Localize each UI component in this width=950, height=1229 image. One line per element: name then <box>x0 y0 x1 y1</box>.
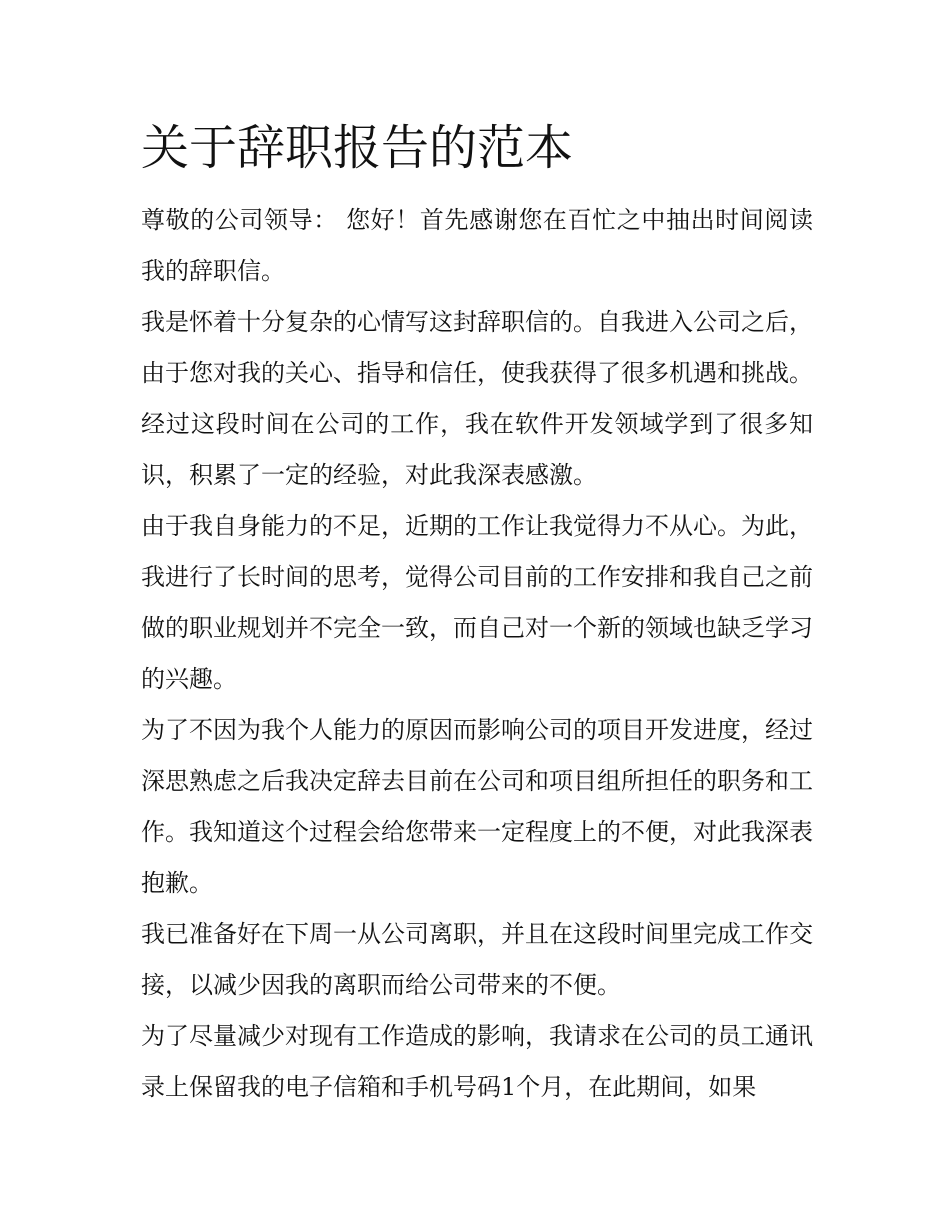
paragraph-contact-request: 为了尽量减少对现有工作造成的影响，我请求在公司的员工通讯录上保留我的电子信箱和手机号码1个月，在此期间，如果 <box>141 1022 813 1101</box>
document-title: 关于辞职报告的范本 <box>141 120 574 176</box>
document-content <box>141 117 813 1113</box>
paragraph-gratitude: 我是怀着十分复杂的心情写这封辞职信的。自我进入公司之后，由于您对我的关心、指导和信任，使我获得了很多机遇和挑战。经过这段时间在公司的工作，我在软件开发领域学到了很多知识，积累了一定的经验，对此我深表感激。 <box>141 308 813 489</box>
paragraph-handover: 我已准备好在下周一从公司离职，并且在这段时间里完成工作交接，以减少因我的离职而给公司带来的不便。 <box>141 920 813 999</box>
document-body <box>141 195 813 1113</box>
paragraph-decision: 为了不因为我个人能力的原因而影响公司的项目开发进度，经过深思熟虑之后我决定辞去目前在公司和项目组所担任的职务和工作。我知道这个过程会给您带来一定程度上的不便，对此我深表抱歉。 <box>141 716 813 897</box>
paragraph-reason: 由于我自身能力的不足，近期的工作让我觉得力不从心。为此，我进行了长时间的思考，觉得公司目前的工作安排和我自己之前做的职业规划并不完全一致，而自己对一个新的领域也缺乏学习的兴趣。 <box>141 512 813 693</box>
paragraph-greeting: 尊敬的公司领导： 您好！首先感谢您在百忙之中抽出时间阅读我的辞职信。 <box>141 206 813 285</box>
